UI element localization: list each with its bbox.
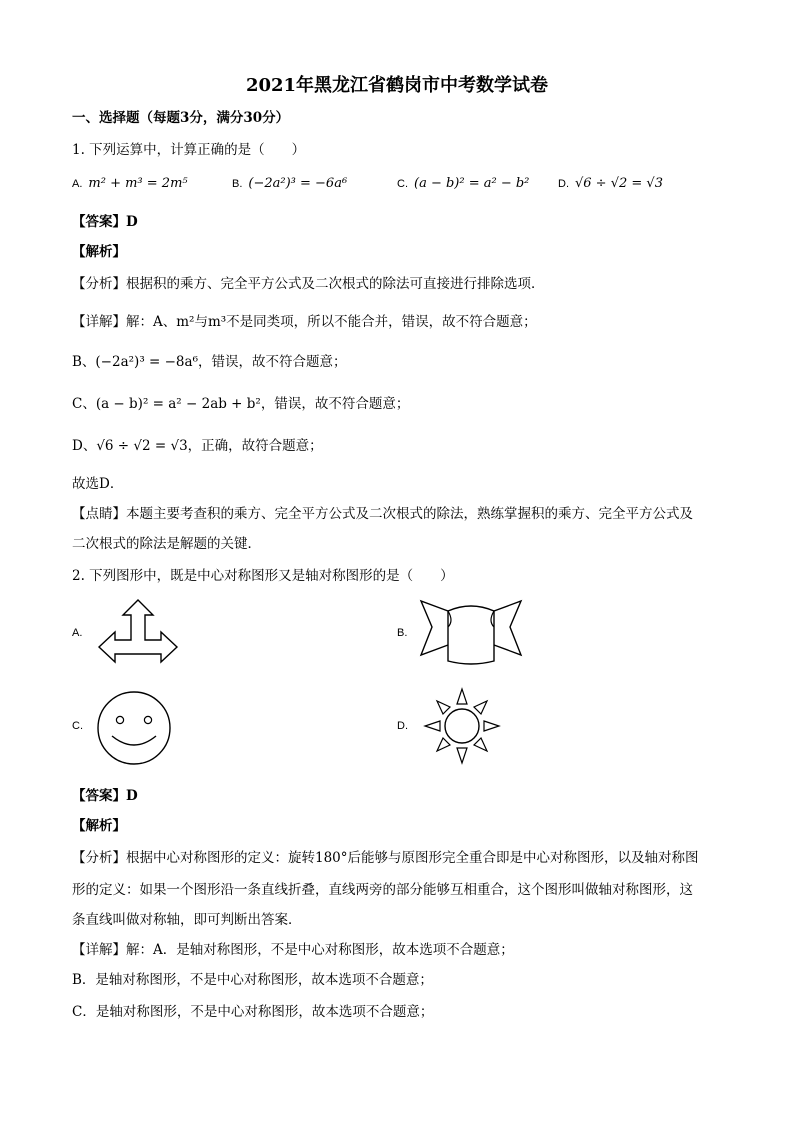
q2-figure-b-label: B.	[397, 627, 408, 639]
section-heading: 一、选择题（每题3分，满分30分）	[72, 110, 290, 126]
q1-option-c-label: C.	[397, 178, 408, 190]
q1-option-a	[72, 174, 188, 194]
q1-option-c-text: (a − b)² = a² − b²	[414, 176, 530, 191]
q1-analysis: 【分析】根据积的乘方、完全平方公式及二次根式的除法可直接进行排除选项．	[72, 276, 545, 292]
q2-figure-a-label: A.	[72, 627, 83, 639]
q2-detail-a: 【详解】解：A．是轴对称图形，不是中心对称图形，故本选项不合题意；	[72, 942, 514, 958]
page-title: 2021年黑龙江省鹤岗市中考数学试卷	[245, 75, 549, 96]
smiley-face-figure	[96, 690, 172, 766]
q1-option-d-label: D.	[558, 178, 569, 190]
q2-detail-b: B．是轴对称图形，不是中心对称图形，故本选项不合题意；	[72, 972, 433, 988]
q2-analysis-line-2: 形的定义：如果一个图形沿一条直线折叠，直线两旁的部分能够互相重合，这个图形叫做轴对称图形，这	[72, 882, 693, 898]
q1-option-a-text: m² + m³ = 2m⁵	[88, 176, 188, 191]
q2-detail-c: C．是轴对称图形，不是中心对称图形，故本选项不合题意；	[72, 1004, 434, 1020]
q1-detail-c: C、(a − b)² = a² − 2ab + b²，错误，故不符合题意；	[72, 396, 410, 412]
q2-figure-c-label: C.	[72, 720, 83, 732]
q1-detail-d: D、√6 ÷ √2 = √3，正确，故符合题意；	[72, 438, 323, 454]
q1-comment-line-2: 二次根式的除法是解题的关键．	[72, 536, 261, 552]
q1-option-d	[558, 174, 663, 194]
arrow-shape-figure	[95, 597, 181, 667]
ribbon-banner-figure	[418, 597, 524, 667]
q1-comment-line-1: 【点睛】本题主要考查积的乘方、完全平方公式及二次根式的除法，熟练掌握积的乘方、完全平方公式及	[72, 506, 693, 522]
q1-detail-b: B、(−2a²)³ = −8a⁶，错误，故不符合题意；	[72, 354, 347, 370]
q2-answer: 【答案】D	[72, 788, 138, 804]
q1-option-b-label: B.	[232, 178, 243, 190]
sun-figure	[422, 686, 502, 766]
q1-answer: 【答案】D	[72, 214, 138, 230]
q1-option-a-label: A.	[72, 178, 83, 190]
q1-detail-a: 【详解】解：A、m²与m³不是同类项，所以不能合并，错误，故不符合题意；	[72, 314, 537, 330]
q1-option-c	[397, 174, 529, 194]
q2-analysis-heading: 【解析】	[72, 818, 126, 834]
question-2-stem: 2. 下列图形中，既是中心对称图形又是轴对称图形的是（ ）	[72, 568, 454, 584]
q1-analysis-heading: 【解析】	[72, 244, 126, 260]
question-1-stem: 1. 下列运算中，计算正确的是（ ）	[72, 142, 306, 158]
q2-analysis-line-3: 条直线叫做对称轴，即可判断出答案．	[72, 912, 302, 928]
q2-figure-d-label: D.	[397, 720, 408, 732]
q2-analysis-line-1: 【分析】根据中心对称图形的定义：旋转180°后能够与原图形完全重合即是中心对称图形，以及轴对称图	[72, 850, 699, 866]
q1-option-b	[232, 174, 347, 194]
q1-option-d-text: √6 ÷ √2 = √3	[575, 176, 663, 191]
q1-option-b-text: (−2a²)³ = −6a⁶	[248, 176, 348, 191]
q1-choose: 故选D．	[72, 476, 124, 492]
